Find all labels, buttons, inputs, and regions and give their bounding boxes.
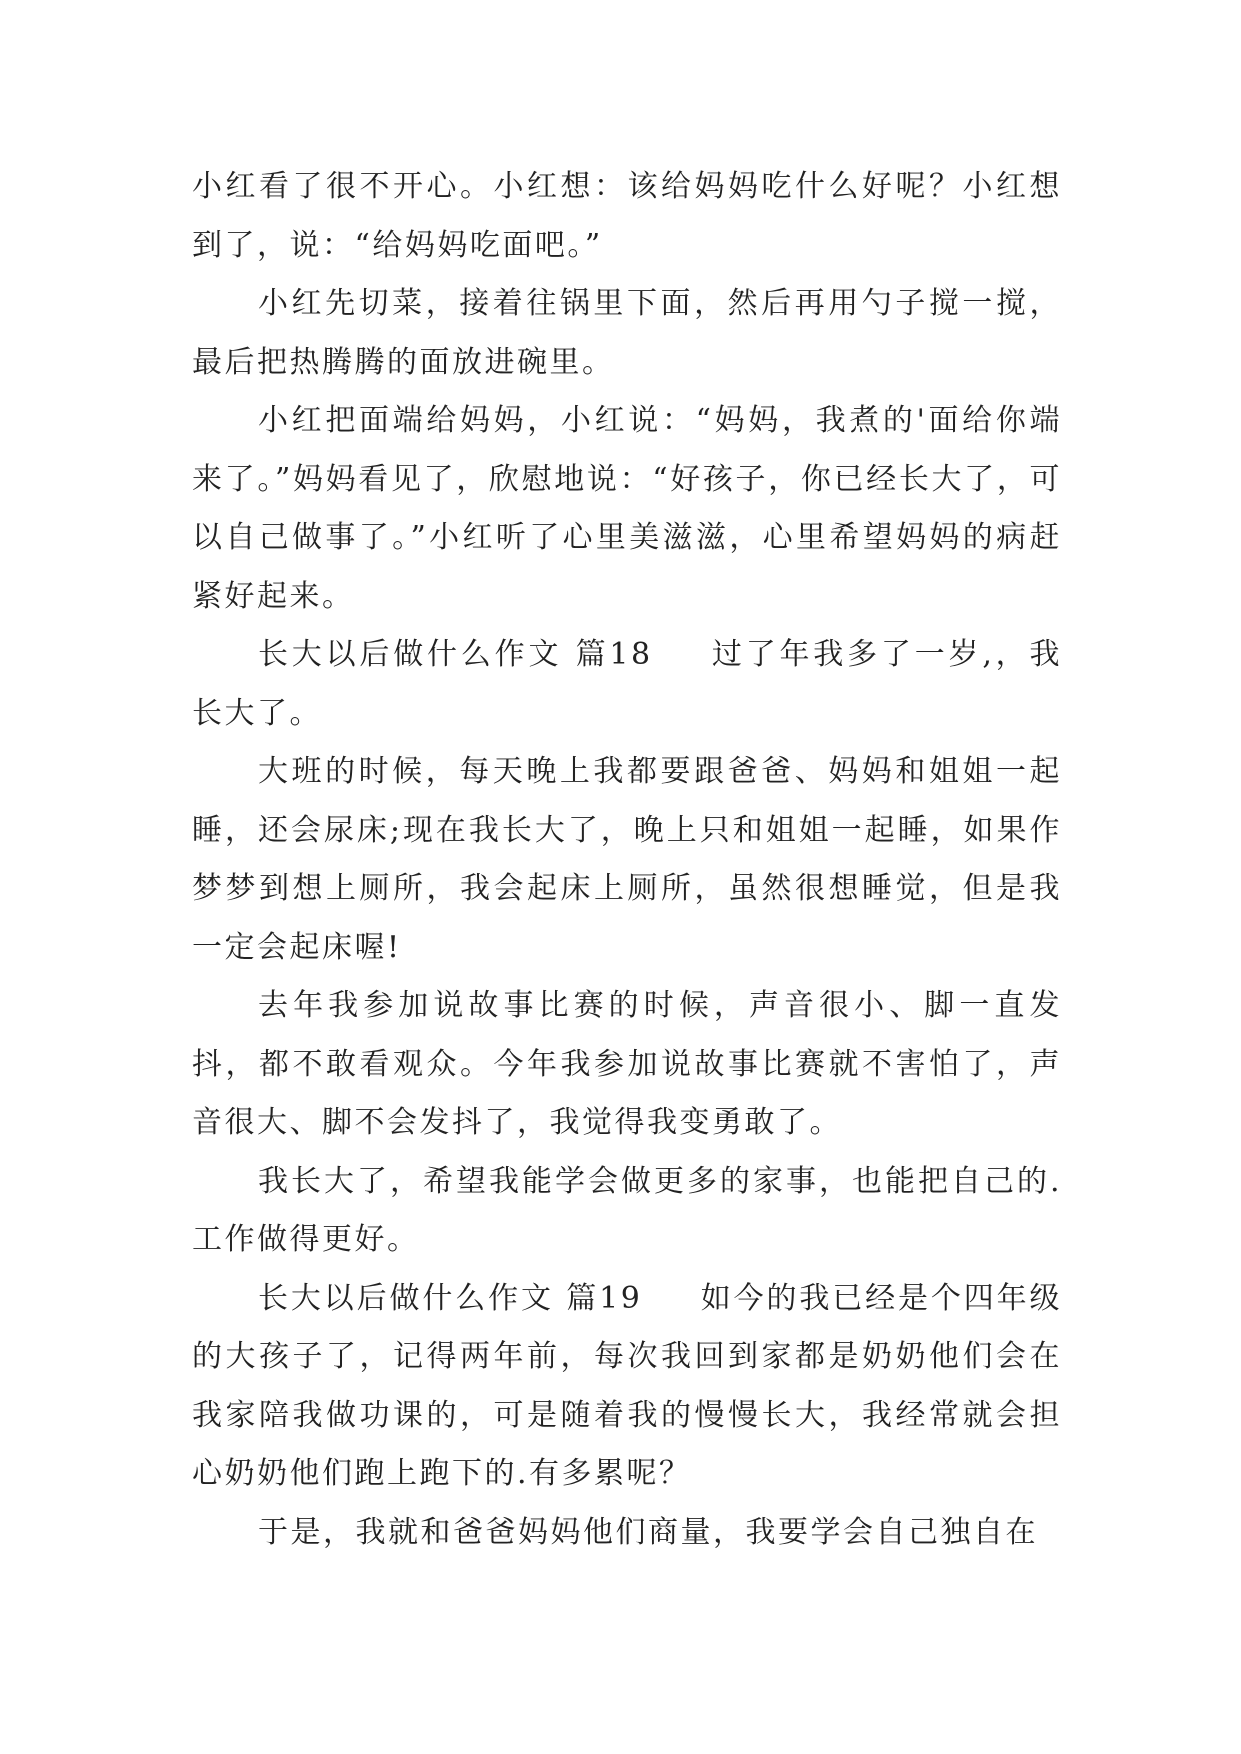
paragraph-text: 我长大了，希望我能学会做更多的家事，也能把自己的.工作做得更好。	[192, 1163, 1062, 1257]
paragraph-text: 于是，我就和爸爸妈妈他们商量，我要学会自己独自在	[258, 1514, 1038, 1550]
paragraph	[192, 1504, 1062, 1563]
paragraph-text: 去年我参加说故事比赛的时候，声音很小、脚一直发抖，都不敢看观众。今年我参加说故事比赛就不害怕了，声音很大、脚不会发抖了，我觉得我变勇敢了。	[192, 988, 1062, 1140]
section-heading: 长大以后做什么作文 篇19	[258, 1280, 643, 1316]
paragraph-text: 小红把面端给妈妈，小红说：“妈妈，我煮的'面给你端来了。”妈妈看见了，欣慰地说：“好孩子，你已经长大了，可以自己做事了。”小红听了心里美滋滋，心里希望妈妈的病赶紧好起来。	[192, 403, 1062, 614]
paragraph-text: 大班的时候，每天晚上我都要跟爸爸、妈妈和姐姐一起睡，还会尿床;现在我长大了，晚上只和姐姐一起睡，如果作梦梦到想上厕所，我会起床上厕所，虽然很想睡觉，但是我一定会起床喔!	[192, 754, 1062, 965]
article-body	[192, 158, 1062, 1562]
paragraph-text: 小红先切菜，接着往锅里下面，然后再用勺子搅一搅，最后把热腾腾的面放进碗里。	[192, 286, 1062, 380]
paragraph	[192, 743, 1062, 977]
paragraph-text: 如今的我已经是个四年级的大孩子了，记得两年前，每次我回到家都是奶奶他们会在我家陪我做功课的，可是随着我的慢慢长大，我经常就会担心奶奶他们跑上跑下的.有多累呢？	[192, 1280, 1062, 1491]
paragraph-text: 过了年我多了一岁,，我长大了。	[192, 637, 1062, 731]
paragraph	[192, 1270, 1062, 1504]
paragraph	[192, 158, 1062, 275]
paragraph	[192, 626, 1062, 743]
paragraph	[192, 275, 1062, 392]
paragraph	[192, 977, 1062, 1153]
paragraph	[192, 392, 1062, 626]
section-heading: 长大以后做什么作文 篇18	[258, 637, 653, 672]
paragraph-text: 小红看了很不开心。小红想：该给妈妈吃什么好呢？小红想到了，说：“给妈妈吃面吧。”	[192, 169, 1062, 263]
paragraph	[192, 1153, 1062, 1270]
